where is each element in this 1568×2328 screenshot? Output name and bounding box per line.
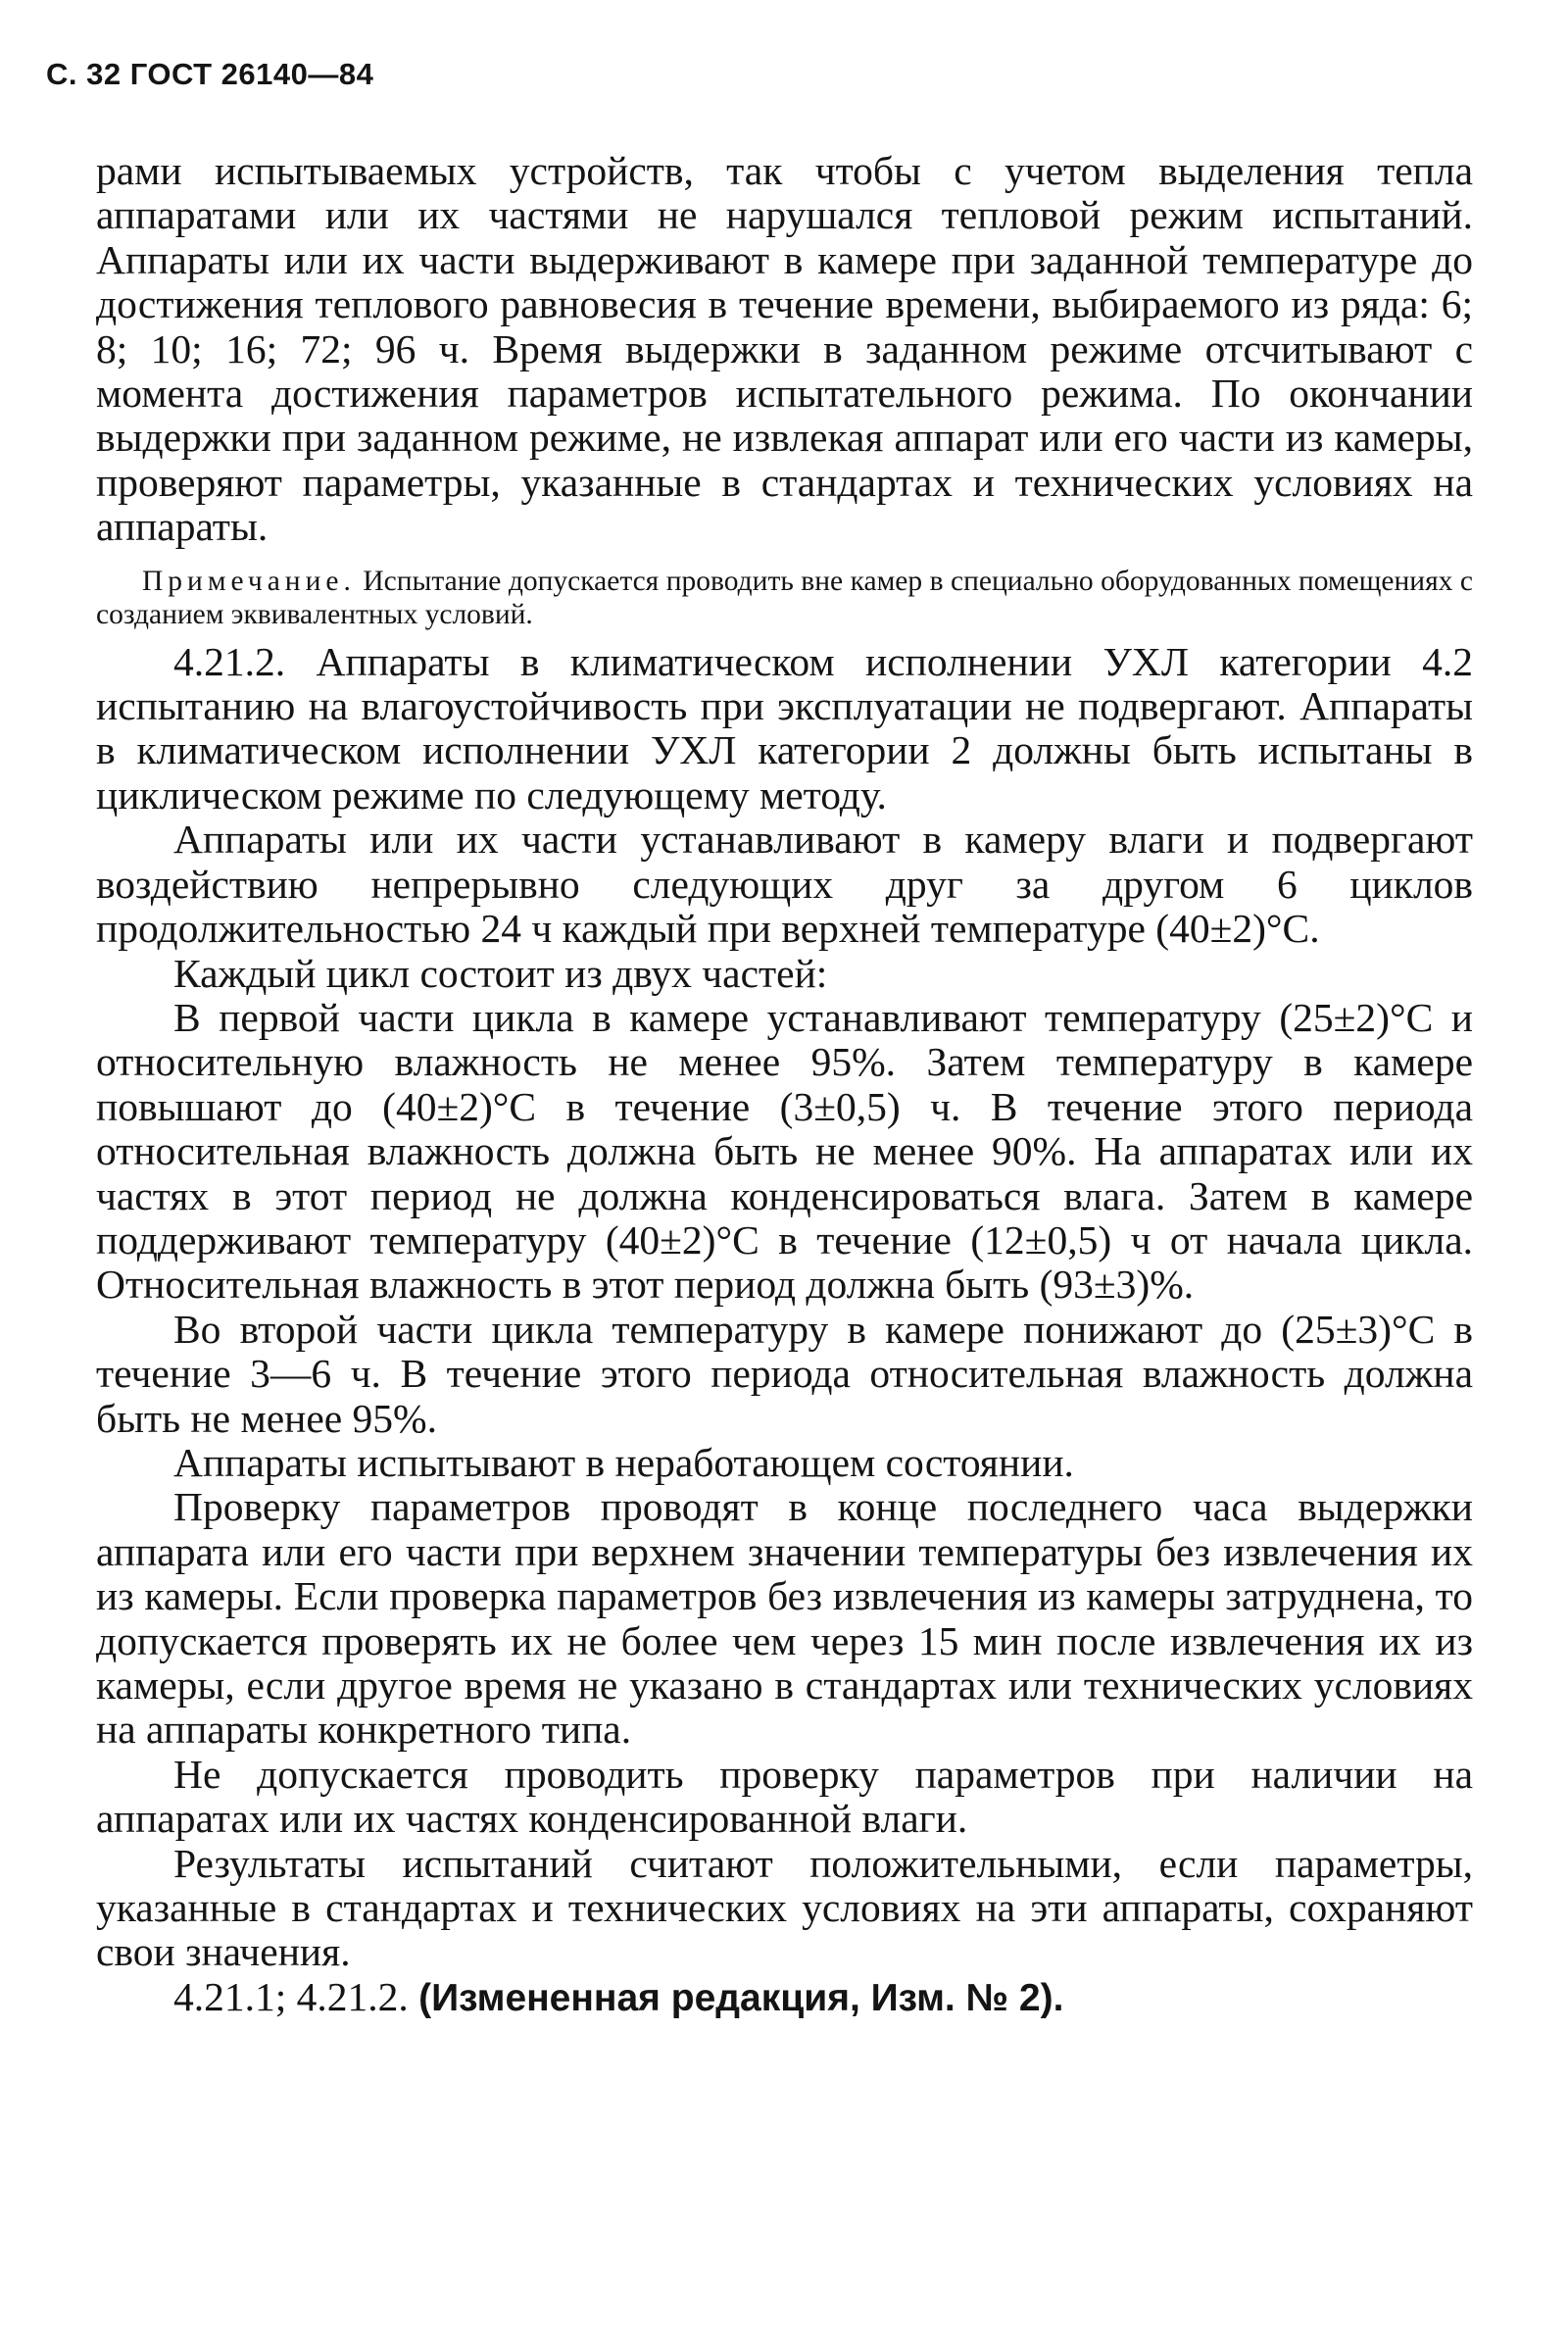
paragraph-not-allowed: Не допускается проводить проверку параметров при наличии на аппаратах или их частях конденсированной влаги.: [96, 1751, 1473, 1842]
paragraph-check: Проверку параметров проводят в конце последнего часа выдержки аппарата или его части при верхнем значении температуры без извлечения их из камеры. Если проверка параметров без извлечения из камеры затруднена, то допускается проверять их не более чем через 15 мин после извлечения их из камеры, если другое время не указано в стандартах или технических условиях на аппараты конкретного типа.: [96, 1484, 1473, 1753]
body-text: [96, 149, 1473, 2020]
paragraph-cycle: Каждый цикл состоит из двух частей:: [173, 950, 828, 996]
revision-note: [96, 1975, 1473, 2020]
revision-label: (Измененная редакция, Изм. № 2).: [418, 1976, 1064, 2019]
page-header: С. 32 ГОСТ 26140—84: [46, 57, 374, 91]
paragraph-results: Результаты испытаний считают положительными, если параметры, указанные в стандартах и технических условиях на эти аппараты, сохраняют свои значения.: [96, 1840, 1473, 1975]
note: [96, 565, 1473, 631]
paragraph-4-21-2: 4.21.2. Аппараты в климатическом исполнении УХЛ категории 4.2 испытанию на влагоустойчивость при эксплуатации не подвергают. Аппараты в климатическом исполнении УХЛ категории 2 должны быть испытаны в циклическом режиме по следующему методу.: [96, 638, 1473, 817]
paragraph-continued: рами испытываемых устройств, так чтобы с учетом выделения тепла аппаратами или их частями не нарушался тепловой режим испытаний. Аппараты или их части выдерживают в камере при заданной температуре до достижения теплового равновесия в течение времени, выбираемого из ряда: 6; 8; 10; 16; 72; 96 ч. Время выдержки в заданном режиме отсчитывают с момента достижения параметров испытательного режима. По окончании выдержки при заданном режиме, не извлекая аппарат или его части из камеры, проверяют параметры, указанные в стандартах и технических условиях на аппараты.: [96, 148, 1473, 550]
paragraph-chamber: Аппараты или их части устанавливают в камеру влаги и подвергают воздействию непрерывно следующих друг за другом 6 циклов продолжительностью 24 ч каждый при верхней температуре (40±2)°С.: [96, 817, 1473, 952]
paragraph-first-part: В первой части цикла в камере устанавливают температуру (25±2)°С и относительную влажность не менее 95%. Затем температуру в камере повышают до (40±2)°С в течение (3±0,5) ч. В течение этого периода относительная влажность должна быть не менее 90%. На аппаратах или их частях в этот период не должна конденсироваться влага. Затем в камере поддерживают температуру (40±2)°С в течение (12±0,5) ч от начала цикла. Относительная влажность в этот период должна быть (93±3)%.: [96, 994, 1473, 1308]
note-label: Примечание.: [142, 565, 356, 597]
paragraph-nonworking: Аппараты испытывают в неработающем состоянии.: [173, 1439, 1074, 1485]
note-text: Испытание допускается проводить вне камер в специально оборудованных помещениях с созданием эквивалентных условий.: [96, 565, 1473, 630]
revision-ref: 4.21.1; 4.21.2.: [173, 1973, 419, 2019]
paragraph-second-part: Во второй части цикла температуру в камере понижают до (25±3)°С в течение 3—6 ч. В течение этого периода относительная влажность должна быть не менее 95%.: [96, 1306, 1473, 1441]
